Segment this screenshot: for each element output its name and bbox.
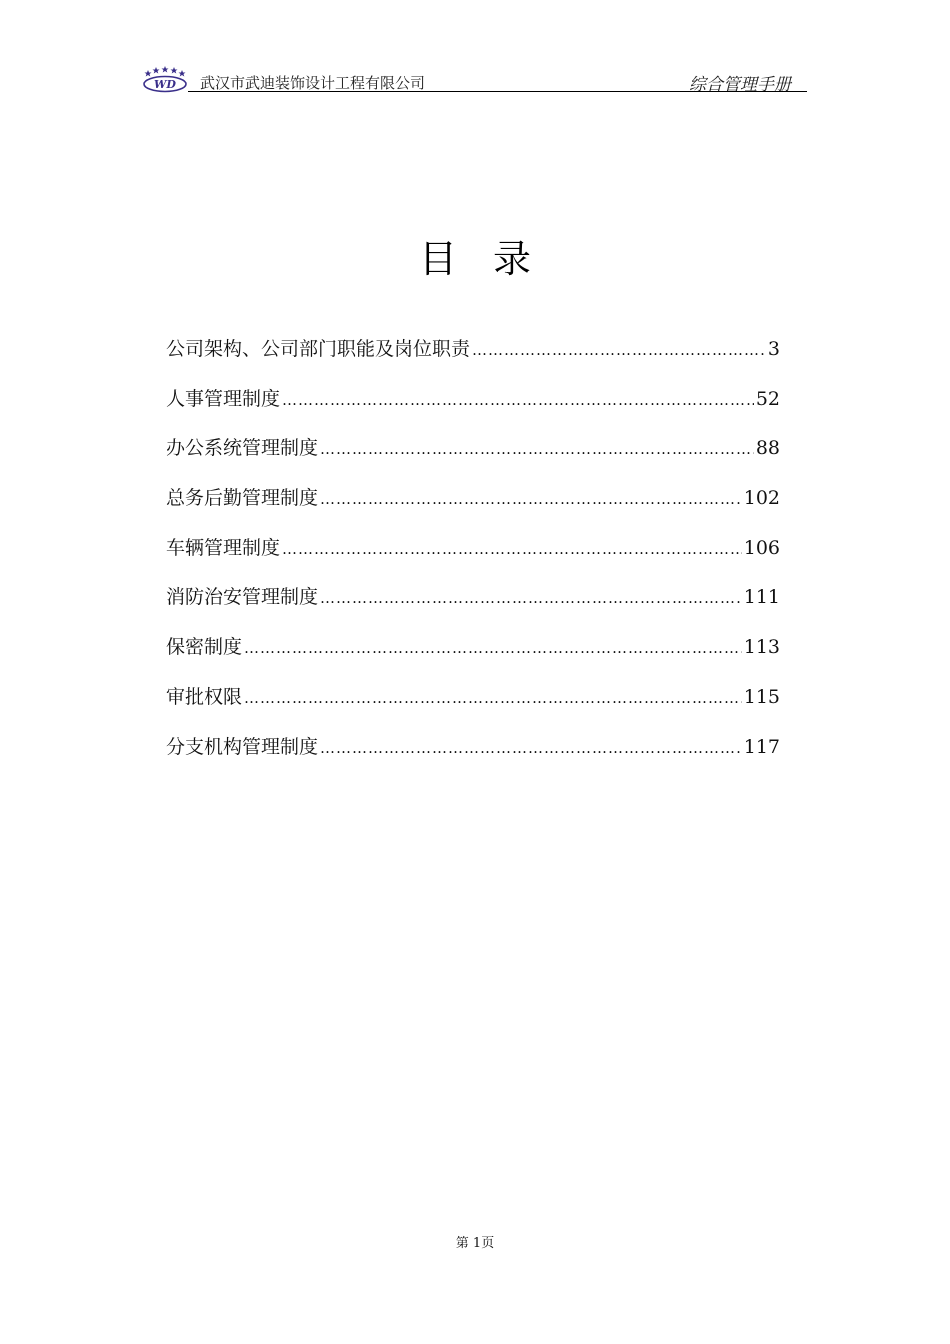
company-name: 武汉市武迪装饰设计工程有限公司 <box>200 74 426 92</box>
toc-entry[interactable] <box>166 432 780 482</box>
toc-dot-leader <box>244 682 742 714</box>
toc-dot-leader <box>244 632 742 664</box>
manual-title: 综合管理手册 <box>689 75 791 95</box>
wd-star-logo-icon <box>142 65 188 93</box>
toc-entry-page: 106 <box>743 536 780 559</box>
toc-entry-page: 115 <box>743 685 780 708</box>
toc-dot-leader <box>472 334 766 366</box>
page-header <box>142 62 807 94</box>
toc-entry-label: 人事管理制度 <box>166 387 281 410</box>
toc-entry[interactable] <box>166 631 780 681</box>
toc-entry-page: 117 <box>743 735 780 758</box>
toc-entry[interactable] <box>166 482 780 532</box>
toc-entry[interactable] <box>166 532 780 582</box>
toc-entry[interactable] <box>166 383 780 433</box>
page-title: 目录 <box>418 237 567 281</box>
toc-entry-label: 公司架构、公司部门职能及岗位职责 <box>166 338 471 360</box>
page-number: 第 1页 <box>455 1236 495 1251</box>
toc-dot-leader <box>320 433 754 465</box>
toc-entry-label: 审批权限 <box>166 685 243 708</box>
toc-entry-page: 113 <box>743 636 780 659</box>
toc-dot-leader <box>320 732 742 764</box>
toc-entry-label: 办公系统管理制度 <box>166 437 319 460</box>
toc-dot-leader <box>320 582 742 614</box>
toc-dot-leader <box>282 384 754 416</box>
toc-entry-label: 分支机构管理制度 <box>166 735 319 758</box>
toc-entry-label: 车辆管理制度 <box>166 536 281 559</box>
table-of-contents <box>166 333 780 780</box>
svg-text:WD: WD <box>154 78 176 91</box>
toc-entry-page: 88 <box>755 437 780 460</box>
toc-entry-label: 保密制度 <box>166 636 243 659</box>
toc-dot-leader <box>282 533 742 565</box>
toc-entry-label: 总务后勤管理制度 <box>166 487 319 510</box>
toc-entry-page: 52 <box>755 387 780 410</box>
header-divider <box>188 91 807 92</box>
toc-entry[interactable] <box>166 333 780 383</box>
toc-entry-page: 111 <box>743 586 780 609</box>
toc-dot-leader <box>320 483 742 515</box>
toc-entry-page: 102 <box>743 487 780 510</box>
toc-entry[interactable] <box>166 681 780 731</box>
toc-entry[interactable] <box>166 581 780 631</box>
toc-entry-label: 消防治安管理制度 <box>166 586 319 609</box>
toc-entry[interactable] <box>166 731 780 781</box>
toc-entry-page: 3 <box>767 338 780 360</box>
